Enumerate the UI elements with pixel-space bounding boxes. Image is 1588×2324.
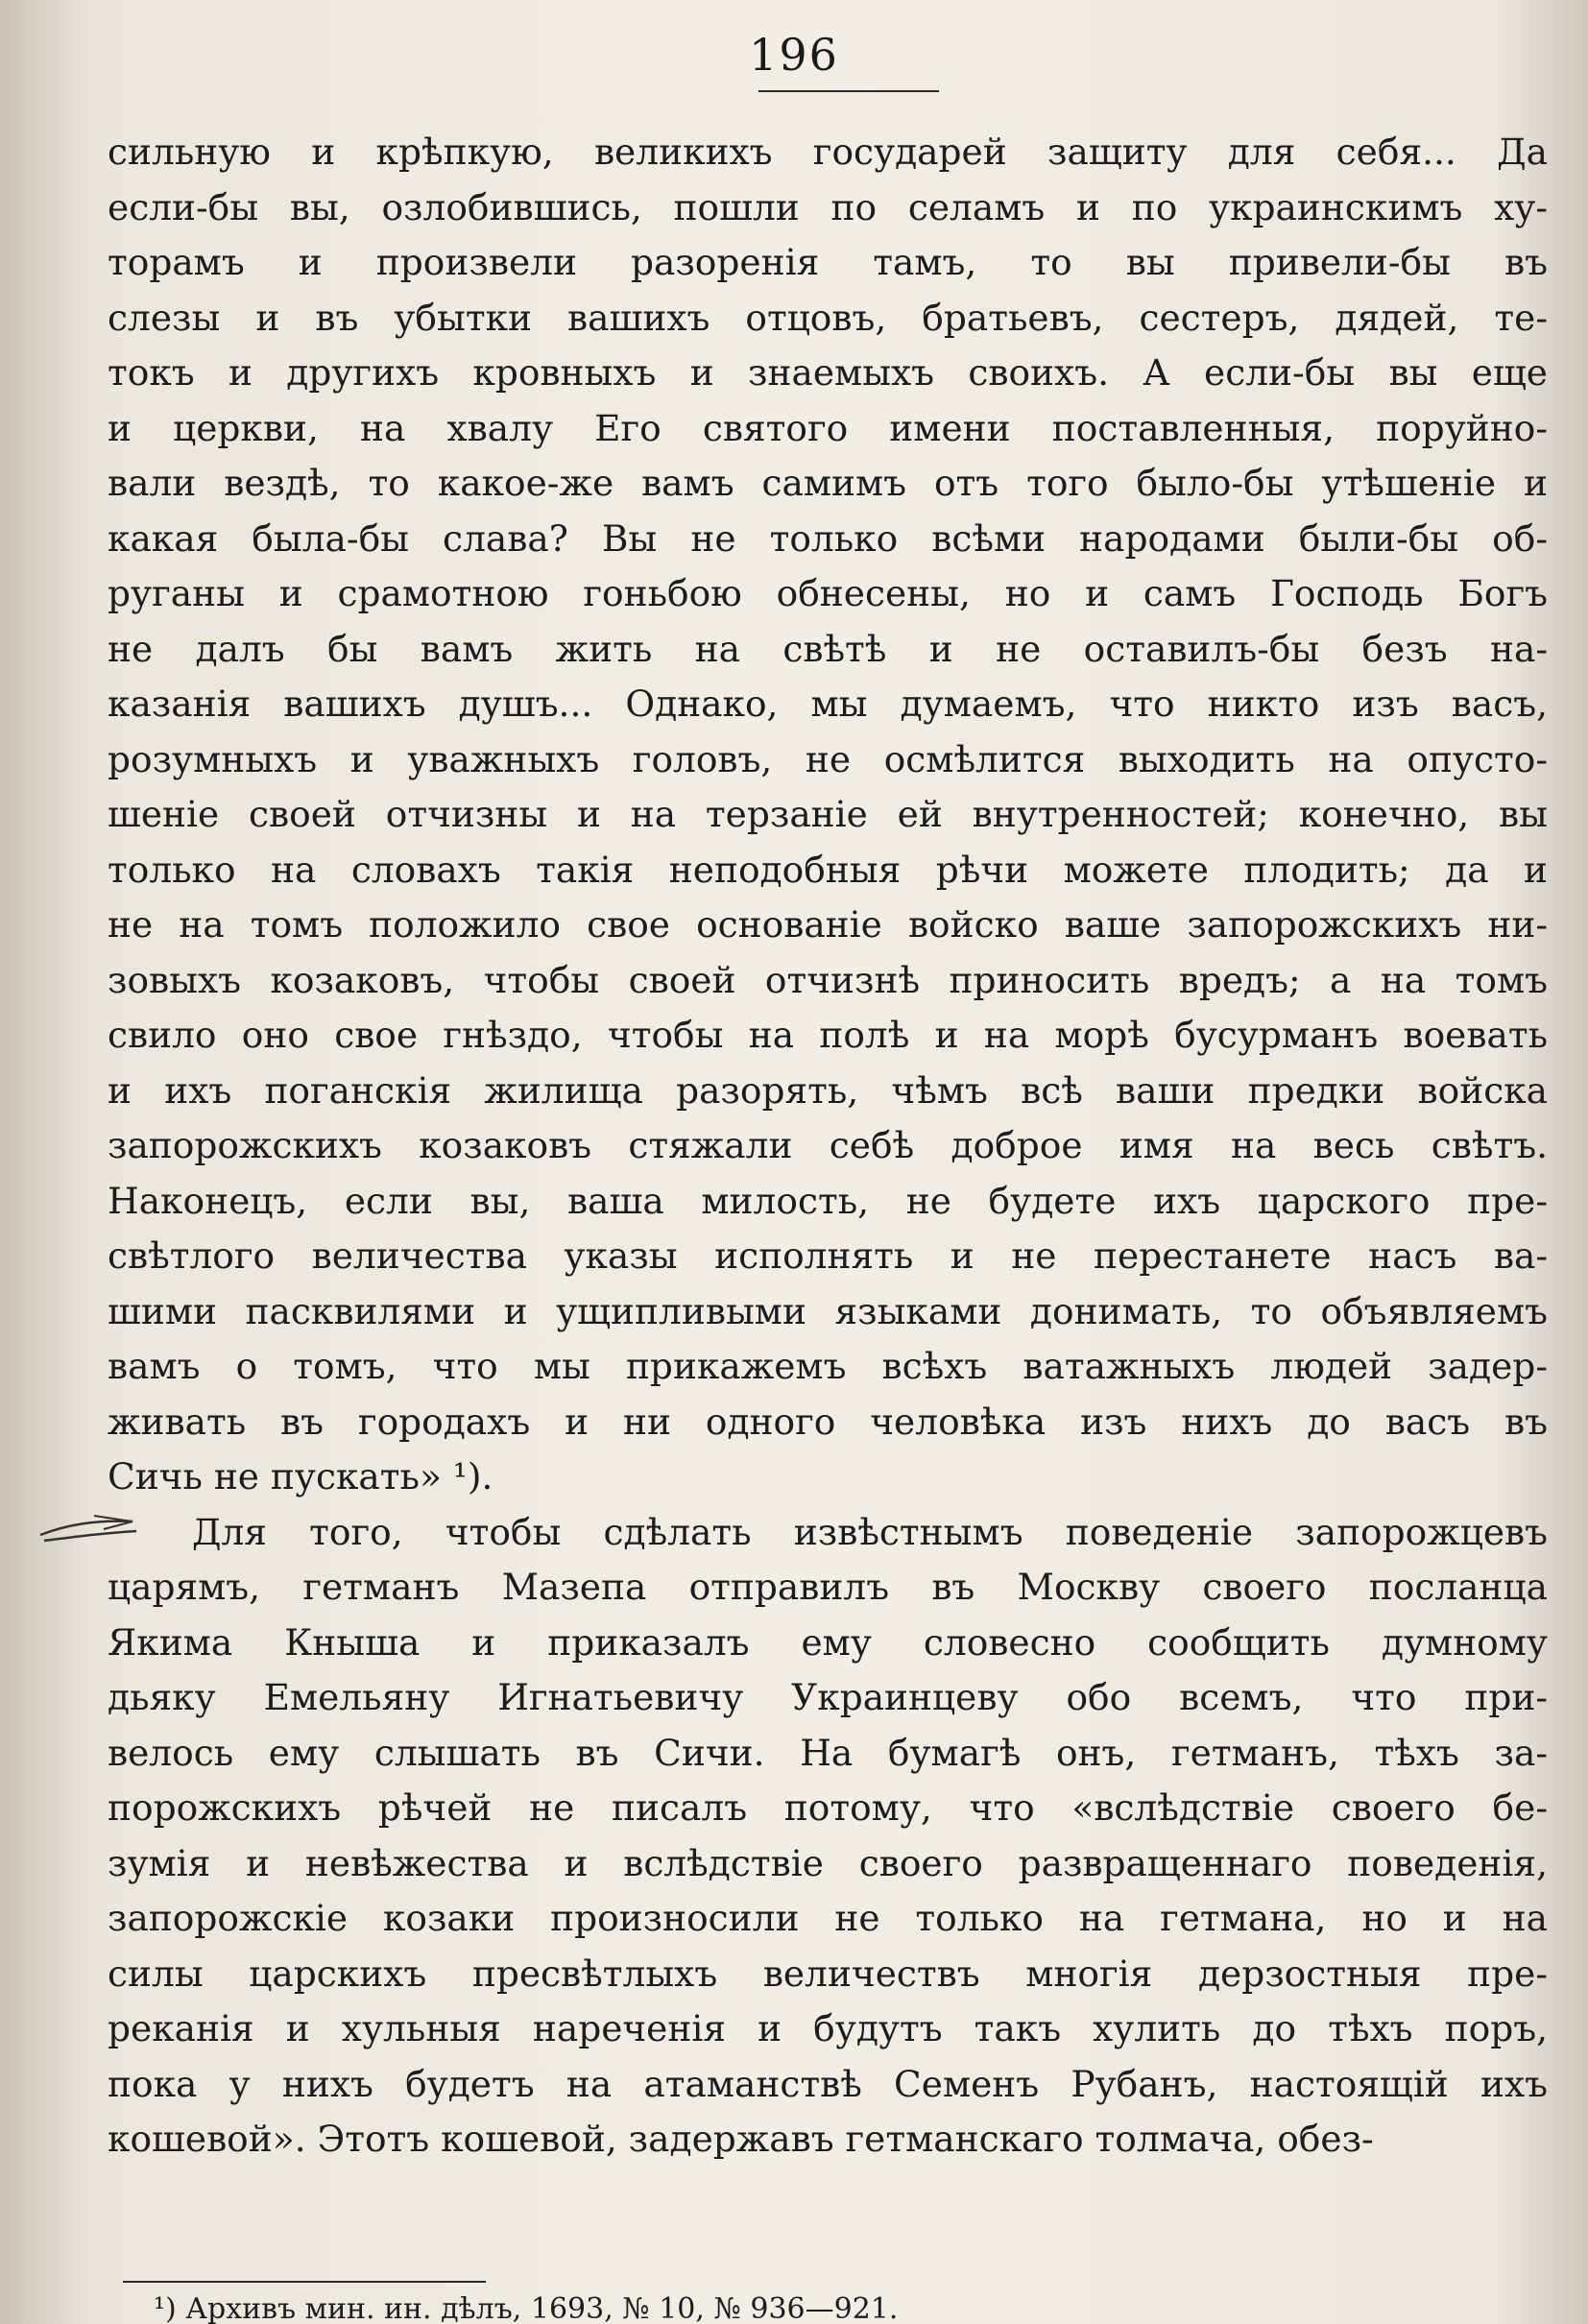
text-line: какая была-бы слава? Вы не только всѣми народами были-бы об- xyxy=(108,516,1548,560)
text-line: дьяку Емельяну Игнатьевичу Украинцеву обо всемъ, что при- xyxy=(108,1676,1548,1718)
text-line: только на словахъ такія неподобныя рѣчи можете плодить; да и xyxy=(108,848,1548,891)
text-line: сильную и крѣпкую, великихъ государей защиту для себя... Да xyxy=(108,131,1548,173)
page-number: 196 xyxy=(749,29,839,81)
text-line: зумія и невѣжества и вслѣдствіе своего развращеннаго поведенія, xyxy=(108,1841,1548,1884)
text-line: порожскихъ рѣчей не писалъ потому, что «вслѣдствіе своего бе- xyxy=(108,1786,1548,1829)
text-line: шими пасквилями и ущипливыми языками донимать, то объявляемъ xyxy=(108,1289,1548,1332)
text-line: казанія вашихъ душъ... Однако, мы думаемъ, что никто изъ васъ, xyxy=(108,683,1548,725)
footnote-rule xyxy=(123,2281,486,2283)
text-line: не далъ бы вамъ жить на свѣтѣ и не оставилъ-бы безъ на- xyxy=(108,627,1548,670)
text-line: торамъ и произвели разоренія тамъ, то вы привели-бы въ xyxy=(108,241,1548,283)
text-line: слезы и въ убытки вашихъ отцовъ, братьевъ, сестеръ, дядей, те- xyxy=(108,296,1548,339)
text-line: розумныхъ и уважныхъ головъ, не осмѣлится выходить на опусто- xyxy=(108,737,1548,780)
text-line: не на томъ положило свое основаніе войско ваше запорожскихъ ни- xyxy=(108,903,1548,946)
text-line: свѣтлого величества указы исполнять и не перестанете насъ ва- xyxy=(108,1234,1548,1277)
text-line: кошевой». Этотъ кошевой, задержавъ гетманскаго толмача, обез- xyxy=(108,2118,1374,2160)
text-line: запорожскіе козаки произносили не только на гетмана, но и на xyxy=(108,1897,1548,1939)
text-line: и церкви, на хвалу Его святого имени поставленныя, поруйно- xyxy=(108,406,1548,449)
text-line: Для того, чтобы сдѣлать извѣстнымъ поведеніе запорожцевъ xyxy=(192,1510,1548,1553)
text-line: велось ему слышать въ Сичи. На бумагѣ онъ, гетманъ, тѣхъ за- xyxy=(108,1731,1548,1774)
text-line: живать въ городахъ и ни одного человѣка изъ нихъ до васъ въ xyxy=(108,1400,1548,1443)
text-line: шеніе своей отчизны и на терзаніе ей внутренностей; конечно, вы xyxy=(108,793,1548,835)
text-line: свило оно свое гнѣздо, чтобы на полѣ и на морѣ бусурманъ воевать xyxy=(108,1014,1548,1056)
text-line: пока у нихъ будетъ на атаманствѣ Семенъ Рубанъ, настоящій ихъ xyxy=(108,2062,1548,2105)
footnote: ¹) Архивъ мин. ин. дѣлъ, 1693, № 10, № 936—921. xyxy=(154,2292,899,2324)
text-line: вамъ о томъ, что мы прикажемъ всѣхъ ватажныхъ людей задер- xyxy=(108,1345,1548,1387)
text-line: силы царскихъ пресвѣтлыхъ величествъ многія дерзостныя пре- xyxy=(108,1952,1548,1995)
text-line: реканія и хульныя нареченія и будутъ такъ хулить до тѣхъ поръ, xyxy=(108,2007,1548,2049)
text-line: токъ и другихъ кровныхъ и знаемыхъ своихъ. А если-бы вы еще xyxy=(108,351,1548,394)
text-line: вали вездѣ, то какое-же вамъ самимъ отъ того было-бы утѣшеніе и xyxy=(108,462,1548,504)
text-line: руганы и срамотною гоньбою обнесены, но и самъ Господь Богъ xyxy=(108,572,1548,614)
text-line: если-бы вы, озлобившись, пошли по селамъ и по украинскимъ ху- xyxy=(108,185,1548,228)
text-line: и ихъ поганскія жилища разорять, чѣмъ всѣ ваши предки войска xyxy=(108,1068,1548,1112)
text-line: Наконецъ, если вы, ваша милость, не будете ихъ царского пре- xyxy=(108,1179,1548,1222)
text-line: зовыхъ козаковъ, чтобы своей отчизнѣ приносить вредъ; а на томъ xyxy=(108,958,1548,1001)
text-line: Якима Кныша и приказалъ ему словесно сообщить думному xyxy=(108,1620,1548,1664)
text-line: запорожскихъ козаковъ стяжали себѣ доброе имя на весь свѣтъ. xyxy=(108,1124,1548,1166)
body-text xyxy=(108,125,1548,2168)
text-line: царямъ, гетманъ Мазепа отправилъ въ Москву своего посланца xyxy=(108,1566,1548,1608)
text-line: Сичь не пускать» ¹). xyxy=(108,1455,493,1497)
page-number-rule xyxy=(758,90,939,92)
